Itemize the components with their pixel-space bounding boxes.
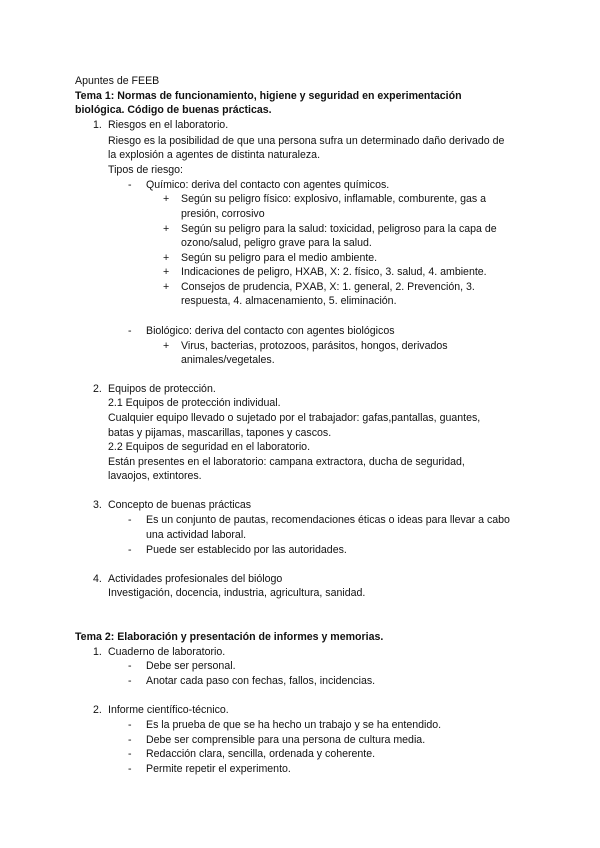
- dash-bullet: -: [128, 179, 132, 191]
- riesgo-quimico: Químico: deriva del contacto con agentes químicos.: [146, 179, 390, 191]
- section-heading-equipos: Equipos de protección.: [108, 383, 216, 395]
- dash-bullet: -: [128, 748, 132, 760]
- section-heading-informe: Informe científico-técnico.: [108, 704, 229, 716]
- section-heading-buenas-practicas: Concepto de buenas prácticas: [108, 499, 252, 511]
- plus-bullet: +: [163, 223, 170, 235]
- equipos-sub1-line2: batas y pijamas, mascarillas, tapones y cascos.: [108, 427, 332, 439]
- cuaderno-item1: Debe ser personal.: [146, 660, 236, 672]
- actividades-text: Investigación, docencia, industria, agricultura, sanidad.: [108, 587, 366, 599]
- tema2-title: Tema 2: Elaboración y presentación de informes y memorias.: [75, 631, 384, 643]
- section-heading-cuaderno: Cuaderno de laboratorio.: [108, 646, 226, 658]
- quimico-item-salud-line2: ozono/salud, peligro grave para la salud.: [181, 237, 372, 249]
- tema1-title-line1: Tema 1: Normas de funcionamiento, higiene y seguridad en experimentación: [75, 90, 462, 102]
- tema1-title-line2: biológica. Código de buenas prácticas.: [75, 104, 272, 116]
- buenas-practicas-item1-line2: una actividad laboral.: [146, 529, 247, 541]
- quimico-item-consejos-line2: respuesta, 4. almacenamiento, 5. eliminación.: [181, 295, 397, 307]
- dash-bullet: -: [128, 514, 132, 526]
- equipos-sub2-title: 2.2 Equipos de seguridad en el laboratorio.: [108, 441, 311, 453]
- dash-bullet: -: [128, 734, 132, 746]
- equipos-sub2-line2: lavaojos, extintores.: [108, 470, 202, 482]
- section-heading-actividades: Actividades profesionales del biólogo: [108, 573, 283, 585]
- riesgo-definition-line1: Riesgo es la posibilidad de que una persona sufra un determinado daño derivado de: [108, 135, 505, 147]
- dash-bullet: -: [128, 675, 132, 687]
- dash-bullet: -: [128, 325, 132, 337]
- plus-bullet: +: [163, 252, 170, 264]
- informe-item4: Permite repetir el experimento.: [146, 763, 291, 775]
- list-number: 1.: [93, 119, 102, 131]
- riesgo-definition-line2: la explosión a agentes de distinta naturaleza.: [108, 149, 321, 161]
- cuaderno-item2: Anotar cada paso con fechas, fallos, incidencias.: [146, 675, 376, 687]
- biologico-item-line1: Virus, bacterias, protozoos, parásitos, hongos, derivados: [181, 340, 448, 352]
- list-number: 2.: [93, 704, 102, 716]
- buenas-practicas-item2: Puede ser establecido por las autoridades.: [146, 544, 347, 556]
- dash-bullet: -: [128, 719, 132, 731]
- dash-bullet: -: [128, 544, 132, 556]
- document-title: Apuntes de FEEB: [75, 75, 160, 87]
- equipos-sub1-line1: Cualquier equipo llevado o sujetado por el trabajador: gafas,pantallas, guantes,: [108, 412, 481, 424]
- plus-bullet: +: [163, 340, 170, 352]
- quimico-item-indicaciones: Indicaciones de peligro, HXAB, X: 2. físico, 3. salud, 4. ambiente.: [181, 266, 487, 278]
- dash-bullet: -: [128, 763, 132, 775]
- dash-bullet: -: [128, 660, 132, 672]
- plus-bullet: +: [163, 266, 170, 278]
- informe-item3: Redacción clara, sencilla, ordenada y coherente.: [146, 748, 376, 760]
- list-number: 4.: [93, 573, 102, 585]
- plus-bullet: +: [163, 193, 170, 205]
- informe-item1: Es la prueba de que se ha hecho un trabajo y se ha entendido.: [146, 719, 442, 731]
- quimico-item-ambiente: Según su peligro para el medio ambiente.: [181, 252, 378, 264]
- equipos-sub1-title: 2.1 Equipos de protección individual.: [108, 397, 281, 409]
- quimico-item-consejos-line1: Consejos de prudencia, PXAB, X: 1. general, 2. Prevención, 3.: [181, 281, 475, 293]
- list-number: 2.: [93, 383, 102, 395]
- riesgo-biologico: Biológico: deriva del contacto con agentes biológicos: [146, 325, 395, 337]
- quimico-item-salud-line1: Según su peligro para la salud: toxicidad, peligroso para la capa de: [181, 223, 497, 235]
- list-number: 3.: [93, 499, 102, 511]
- list-number: 1.: [93, 646, 102, 658]
- tipos-riesgo-label: Tipos de riesgo:: [108, 164, 183, 176]
- biologico-item-line2: animales/vegetales.: [181, 354, 275, 366]
- section-heading-riesgos: Riesgos en el laboratorio.: [108, 119, 229, 131]
- plus-bullet: +: [163, 281, 170, 293]
- buenas-practicas-item1-line1: Es un conjunto de pautas, recomendaciones éticas o ideas para llevar a cabo: [146, 514, 510, 526]
- informe-item2: Debe ser comprensible para una persona de cultura media.: [146, 734, 426, 746]
- quimico-item-fisico-line1: Según su peligro físico: explosivo, inflamable, comburente, gas a: [181, 193, 487, 205]
- quimico-item-fisico-line2: presión, corrosivo: [181, 208, 265, 220]
- equipos-sub2-line1: Están presentes en el laboratorio: campana extractora, ducha de seguridad,: [108, 456, 465, 468]
